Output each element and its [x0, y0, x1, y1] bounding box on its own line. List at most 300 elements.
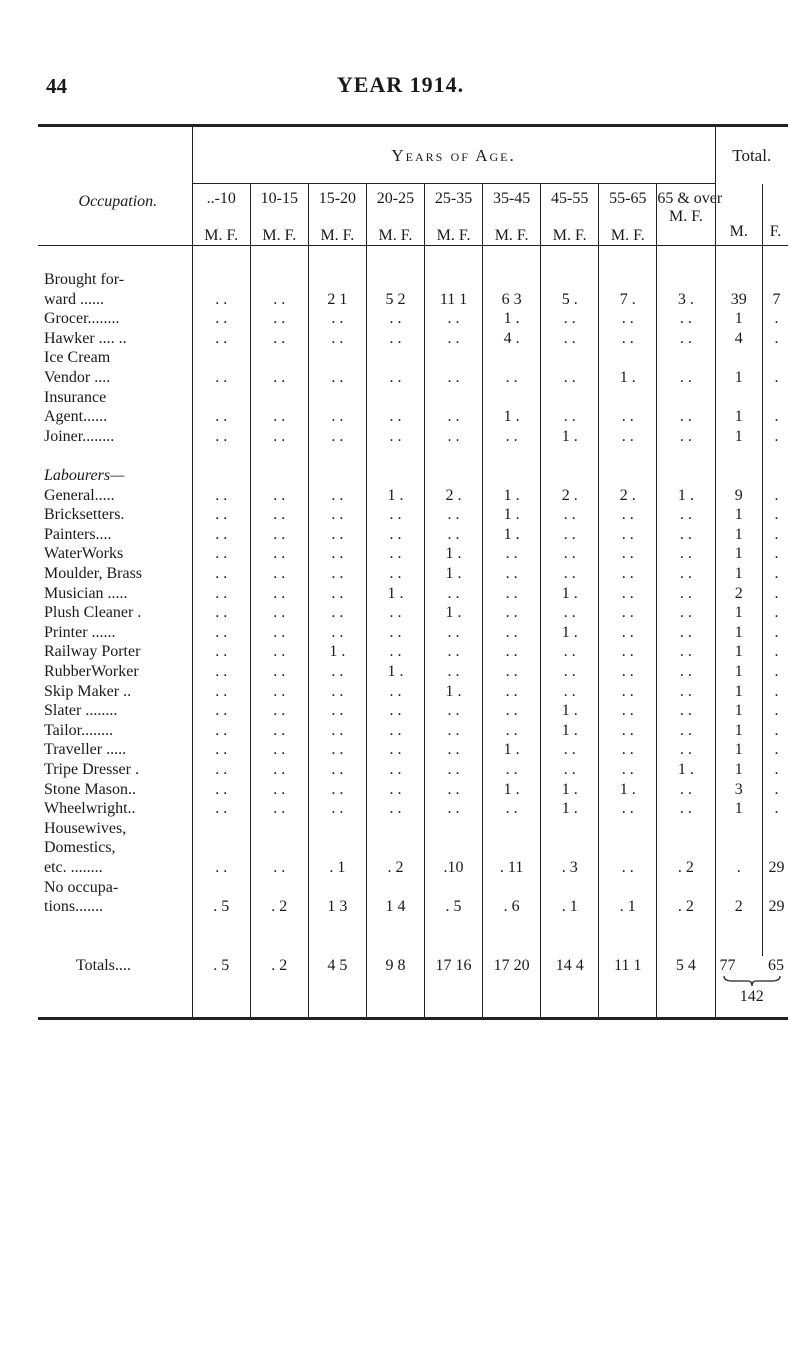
age-cell: . . [425, 583, 483, 603]
age-cell: . . [308, 544, 366, 564]
table-row [38, 622, 788, 642]
total-m-cell: 1 [715, 759, 763, 779]
age-cell: . . [657, 328, 715, 348]
age-cell: . . [250, 309, 308, 329]
age-cell: . . [192, 328, 250, 348]
totals-cell: 14 4 [541, 956, 599, 1018]
age-cell: . . [366, 642, 424, 662]
age-cell: . . [657, 544, 715, 564]
age-cell: 1 . [599, 779, 657, 799]
age-cell: . . [657, 720, 715, 740]
age-group-header [366, 184, 424, 246]
age-cell: 1 . [483, 779, 541, 799]
totals-cell: . 2 [250, 956, 308, 1018]
age-cell: . . [308, 779, 366, 799]
total-m-cell: 1 [715, 799, 763, 819]
totals-cell: 17 20 [483, 956, 541, 1018]
age-cell [483, 838, 541, 858]
age-cell: . . [425, 524, 483, 544]
age-cell: . . [599, 720, 657, 740]
age-cell [541, 838, 599, 858]
occupation-label: Labourers— [44, 467, 125, 485]
age-cell: . . [483, 701, 541, 721]
age-cell: . . [250, 563, 308, 583]
table-row [38, 367, 788, 387]
age-cell: . . [599, 603, 657, 623]
age-cell [425, 465, 483, 485]
age-cell [192, 877, 250, 897]
age-cell: 1 . [483, 309, 541, 329]
age-cell: . . [541, 681, 599, 701]
age-cell: . . [657, 779, 715, 799]
spacer-cell [192, 916, 250, 956]
occupation-label: Wheelwright.. [44, 800, 136, 818]
age-cell: . . [366, 759, 424, 779]
total-f-cell: . [763, 603, 788, 623]
age-cell [599, 270, 657, 290]
age-cell: . . [308, 407, 366, 427]
occupation-label: Bricksetters. [44, 506, 125, 524]
age-cell: 2 1 [308, 289, 366, 309]
age-cell: 3 . [657, 289, 715, 309]
age-cell: . . [425, 426, 483, 446]
age-cell: . . [250, 759, 308, 779]
age-cell: 1 . [483, 505, 541, 525]
total-m-cell [715, 348, 763, 368]
age-cell: . . [483, 603, 541, 623]
age-cell [366, 348, 424, 368]
age-cell [308, 877, 366, 897]
age-cell [599, 465, 657, 485]
age-cell: . . [599, 407, 657, 427]
occupation-label: General..... [44, 486, 115, 504]
age-cell: . 6 [483, 897, 541, 917]
age-cell: . . [483, 367, 541, 387]
age-cell: 2 . [425, 485, 483, 505]
age-cell: . 5 [192, 897, 250, 917]
age-cell: . . [250, 505, 308, 525]
spacer-row [38, 916, 788, 956]
sex-label: M. F. [494, 227, 529, 244]
spacer-cell [763, 916, 788, 956]
occupation-label: RubberWorker [44, 662, 139, 680]
occupation-label: tions....... [44, 898, 104, 916]
occupation-label: Musician ..... [44, 584, 128, 602]
grand-total-value: 142 [739, 988, 764, 1006]
age-cell: . . [541, 563, 599, 583]
age-cell: . . [366, 309, 424, 329]
table-row [38, 642, 788, 662]
total-f-header: F. [763, 184, 788, 246]
table-row [38, 740, 788, 760]
age-cell [425, 270, 483, 290]
total-m-cell: 1 [715, 563, 763, 583]
age-cell: . . [308, 681, 366, 701]
total-m-cell: 39 [715, 289, 763, 309]
total-m-cell: 1 [715, 622, 763, 642]
age-cell: . . [366, 799, 424, 819]
spacer-cell [763, 246, 788, 270]
age-cell [425, 446, 483, 466]
table-row [38, 446, 788, 466]
age-cell: 1 . [425, 681, 483, 701]
total-mf-line [716, 956, 789, 975]
sex-label: M. F. [320, 227, 355, 244]
table-row [38, 563, 788, 583]
age-range-label: 45-55 [551, 190, 589, 207]
sex-label: M. F. [436, 227, 471, 244]
age-cell: . . [541, 367, 599, 387]
age-cell: . . [366, 407, 424, 427]
total-m-cell: 1 [715, 701, 763, 721]
total-f-cell: . [763, 583, 788, 603]
age-cell: . . [657, 622, 715, 642]
age-cell [657, 270, 715, 290]
age-cell: . . [599, 740, 657, 760]
age-cell [192, 270, 250, 290]
age-group-header [483, 184, 541, 246]
occupation-label: Agent...... [44, 408, 108, 426]
age-cell [192, 838, 250, 858]
age-cell [541, 348, 599, 368]
grand-total-cell [715, 956, 788, 1018]
age-cell: 1 . [308, 642, 366, 662]
age-cell: . 2 [250, 897, 308, 917]
spacer-cell [366, 246, 424, 270]
total-m-cell: 1 [715, 603, 763, 623]
table-row [38, 289, 788, 309]
age-cell [425, 838, 483, 858]
total-m-cell: 9 [715, 485, 763, 505]
age-cell [425, 348, 483, 368]
age-cell: . . [599, 309, 657, 329]
total-f-cell: . [763, 505, 788, 525]
total-header: Total. [715, 126, 788, 184]
age-cell: 5 2 [366, 289, 424, 309]
age-cell: . . [425, 407, 483, 427]
age-cell: . . [425, 740, 483, 760]
total-m-cell: 1 [715, 681, 763, 701]
age-cell [599, 348, 657, 368]
age-cell [308, 465, 366, 485]
occupation-label: Joiner........ [44, 427, 115, 445]
spacer-cell [425, 246, 483, 270]
totals-label: Totals.... [38, 956, 192, 1018]
spacer-cell [366, 916, 424, 956]
occupation-label: Plush Cleaner . [44, 604, 142, 622]
age-cell: . . [192, 524, 250, 544]
total-f-cell [763, 838, 788, 858]
age-cell: . . [366, 426, 424, 446]
age-range-label: 25-35 [434, 190, 473, 207]
age-cell: . . [250, 583, 308, 603]
occupation-label: Railway Porter [44, 643, 141, 661]
age-cell: . . [425, 309, 483, 329]
sex-label: M. F. [204, 227, 239, 244]
age-cell: . . [599, 799, 657, 819]
occupation-age-table [38, 124, 788, 1020]
total-m-cell: 1 [715, 426, 763, 446]
age-cell: . . [308, 505, 366, 525]
total-m-cell: 1 [715, 661, 763, 681]
age-cell: . . [483, 622, 541, 642]
age-cell [250, 877, 308, 897]
occupation-label: Traveller ..... [44, 741, 127, 759]
age-cell: 1 . [541, 583, 599, 603]
total-f-cell: . [763, 799, 788, 819]
age-cell: . . [657, 701, 715, 721]
age-cell: . . [425, 759, 483, 779]
occupation-label: Stone Mason.. [44, 780, 136, 798]
total-f-cell: . [763, 740, 788, 760]
age-cell: . . [308, 661, 366, 681]
age-group-header [541, 184, 599, 246]
sex-label: M. F. [262, 227, 297, 244]
total-f-cell: 29 [763, 897, 788, 917]
age-cell [192, 387, 250, 407]
spacer-cell [483, 916, 541, 956]
age-cell: 1 . [657, 485, 715, 505]
spacer-cell [192, 246, 250, 270]
age-cell: . . [599, 544, 657, 564]
age-cell [425, 387, 483, 407]
totals-cell: . 5 [192, 956, 250, 1018]
age-cell [192, 818, 250, 838]
age-cell: . . [599, 524, 657, 544]
total-m-cell: 1 [715, 740, 763, 760]
age-cell: 1 . [541, 720, 599, 740]
age-cell: . . [308, 799, 366, 819]
age-cell: . . [308, 701, 366, 721]
age-cell [192, 348, 250, 368]
age-cell: . . [308, 603, 366, 623]
age-cell: . . [366, 367, 424, 387]
age-cell: . . [192, 740, 250, 760]
age-cell [192, 465, 250, 485]
table-row [38, 309, 788, 329]
table-row [38, 661, 788, 681]
spacer-cell [657, 246, 715, 270]
age-cell [599, 838, 657, 858]
spacer-cell [250, 916, 308, 956]
age-cell [657, 446, 715, 466]
age-cell: . 2 [657, 857, 715, 877]
age-cell [366, 446, 424, 466]
age-cell: . . [250, 289, 308, 309]
total-f-cell: . [763, 328, 788, 348]
age-cell [425, 818, 483, 838]
occupation-label: Slater ........ [44, 702, 118, 720]
age-cell: . . [425, 367, 483, 387]
age-cell: . . [657, 563, 715, 583]
occupation-label: Painters.... [44, 525, 112, 543]
age-cell: . . [366, 779, 424, 799]
page-title: YEAR 1914. [336, 72, 465, 97]
age-cell: 2 . [541, 485, 599, 505]
age-cell: . . [192, 289, 250, 309]
age-cell: 1 . [657, 759, 715, 779]
age-cell: . . [366, 505, 424, 525]
age-cell: . . [483, 681, 541, 701]
age-cell: . . [425, 779, 483, 799]
age-cell: . . [250, 485, 308, 505]
occupation-label: Brought for- [44, 271, 125, 289]
age-cell [657, 838, 715, 858]
age-cell: 1 . [425, 544, 483, 564]
table-row [38, 838, 788, 858]
age-cell: . 5 [425, 897, 483, 917]
age-cell: . . [366, 328, 424, 348]
spacer-cell [657, 916, 715, 956]
age-cell: . . [425, 505, 483, 525]
age-cell [308, 348, 366, 368]
age-cell [308, 387, 366, 407]
occupation-label: Domestics, [44, 839, 116, 857]
age-cell: . . [192, 759, 250, 779]
age-cell: . . [308, 759, 366, 779]
age-cell [599, 818, 657, 838]
total-f-cell: . [763, 681, 788, 701]
age-cell: 6 3 [483, 289, 541, 309]
table-row [38, 387, 788, 407]
age-cell: 1 . [483, 740, 541, 760]
age-cell: . . [657, 740, 715, 760]
age-cell [483, 348, 541, 368]
age-cell: . . [657, 407, 715, 427]
age-cell: 4 . [483, 328, 541, 348]
age-cell: . . [483, 799, 541, 819]
totals-cell: 11 1 [599, 956, 657, 1018]
total-f-value: 65 [768, 957, 784, 975]
total-f-cell: . [763, 544, 788, 564]
sex-label: M. F. [378, 227, 413, 244]
age-cell [657, 348, 715, 368]
total-m-cell: 1 [715, 720, 763, 740]
age-cell: . . [192, 563, 250, 583]
age-cell: 1 . [483, 524, 541, 544]
total-m-cell [715, 270, 763, 290]
age-cell: . . [308, 485, 366, 505]
spacer-cell [541, 916, 599, 956]
table-row [38, 681, 788, 701]
total-m-cell: 1 [715, 309, 763, 329]
sex-label: M. F. [610, 227, 645, 244]
table-row [38, 426, 788, 446]
age-cell: 1 . [483, 407, 541, 427]
total-f-cell: . [763, 661, 788, 681]
age-cell: . . [599, 681, 657, 701]
spacer-cell [599, 246, 657, 270]
age-cell: . . [541, 309, 599, 329]
age-cell: . . [483, 642, 541, 662]
age-cell: . . [657, 642, 715, 662]
age-cell [483, 387, 541, 407]
spacer-cell [250, 246, 308, 270]
total-m-cell [715, 465, 763, 485]
spacer-cell [541, 246, 599, 270]
age-cell: . . [657, 799, 715, 819]
age-cell: . . [250, 857, 308, 877]
age-cell: . . [308, 328, 366, 348]
age-cell: . . [483, 759, 541, 779]
age-cell [308, 446, 366, 466]
age-cell: . . [250, 642, 308, 662]
age-cell: 2 . [599, 485, 657, 505]
age-cell: . . [483, 544, 541, 564]
total-f-cell: . [763, 309, 788, 329]
age-cell: . 11 [483, 857, 541, 877]
age-cell: 1 . [541, 779, 599, 799]
age-cell [250, 348, 308, 368]
age-cell: 1 . [425, 603, 483, 623]
occupation-label: Grocer........ [44, 310, 120, 328]
age-cell: 1 . [541, 701, 599, 721]
age-cell: . . [599, 857, 657, 877]
age-cell: . . [308, 524, 366, 544]
total-m-cell [715, 446, 763, 466]
total-f-cell: . [763, 701, 788, 721]
total-m-value: 77 [719, 957, 736, 975]
occupation-label: Moulder, Brass [44, 565, 143, 582]
table-row [38, 818, 788, 838]
total-m-cell: 1 [715, 544, 763, 564]
total-f-cell [763, 446, 788, 466]
total-f-cell: . [763, 642, 788, 662]
total-f-cell [763, 818, 788, 838]
age-cell [366, 818, 424, 838]
age-cell: . . [250, 544, 308, 564]
age-cell: . . [599, 759, 657, 779]
total-f-cell: 7 [763, 289, 788, 309]
age-cell [483, 446, 541, 466]
age-cell: . . [192, 857, 250, 877]
age-cell: 1 . [541, 622, 599, 642]
total-m-cell: 1 [715, 505, 763, 525]
age-cell [250, 270, 308, 290]
age-cell: . . [657, 426, 715, 446]
occupation-label: WaterWorks [44, 545, 124, 563]
age-cell: . . [250, 681, 308, 701]
age-cell: . . [366, 603, 424, 623]
age-cell: . . [483, 563, 541, 583]
age-cell: . . [483, 426, 541, 446]
age-cell: . . [483, 720, 541, 740]
table-row [38, 485, 788, 505]
age-cell: . . [250, 524, 308, 544]
brace-icon [722, 975, 782, 987]
spacer-cell [38, 246, 192, 270]
age-cell: . . [250, 779, 308, 799]
age-cell: . . [657, 505, 715, 525]
total-f-cell [763, 387, 788, 407]
age-cell [599, 446, 657, 466]
age-cell [657, 387, 715, 407]
age-cell: . . [599, 661, 657, 681]
age-cell: . . [192, 367, 250, 387]
total-f-cell: . [763, 407, 788, 427]
age-cell [483, 465, 541, 485]
total-m-cell: 1 [715, 407, 763, 427]
years-of-age-header: Years of Age. [192, 126, 715, 184]
age-cell: . . [192, 661, 250, 681]
total-f-cell: 29 [763, 857, 788, 877]
total-m-cell [715, 818, 763, 838]
age-cell: . . [250, 407, 308, 427]
table-row [38, 328, 788, 348]
total-f-cell: . [763, 720, 788, 740]
age-cell [250, 465, 308, 485]
total-f-cell [763, 348, 788, 368]
